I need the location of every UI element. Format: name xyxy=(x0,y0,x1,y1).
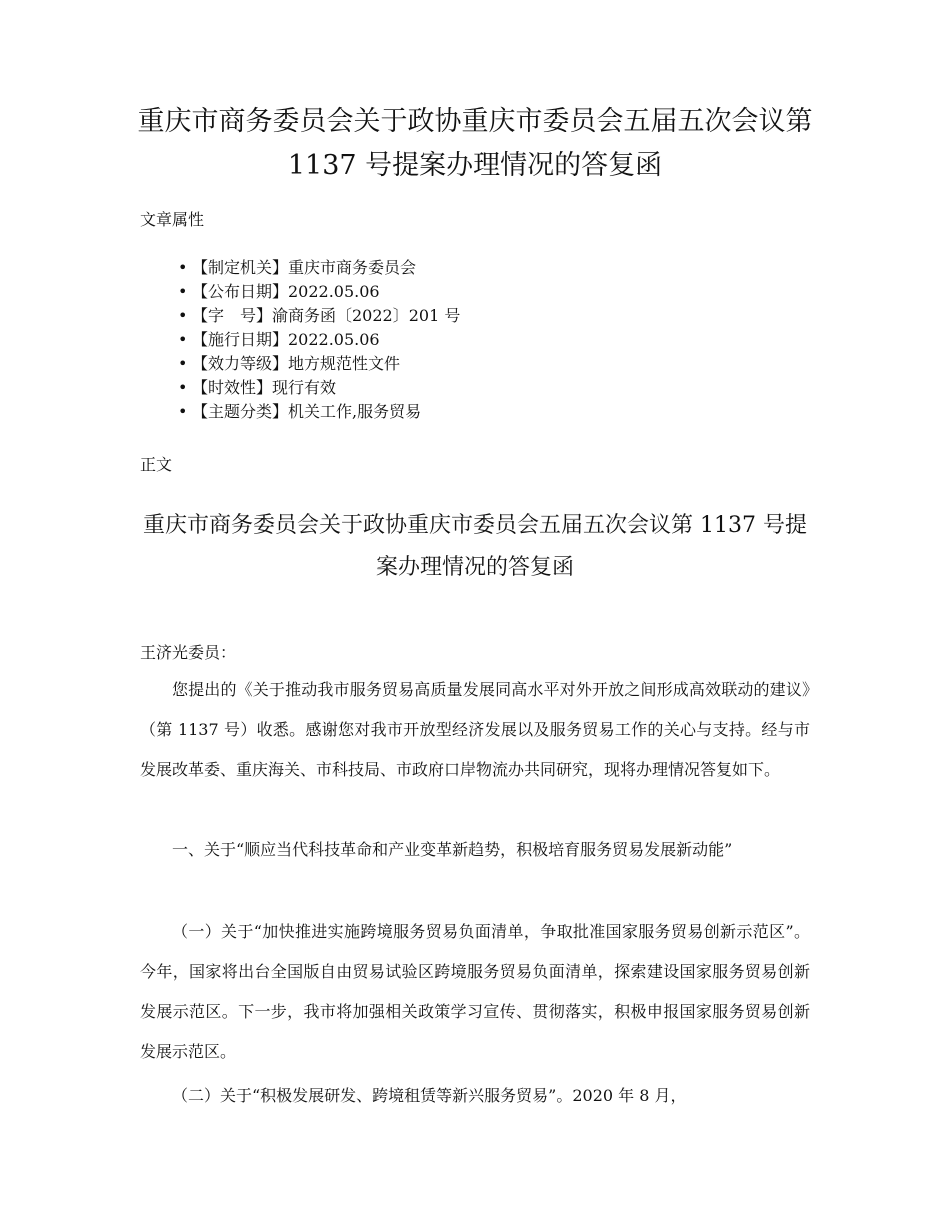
property-issuing-authority: • 【制定机关】重庆市商务委员会 xyxy=(140,256,460,280)
bullet-icon: • xyxy=(178,306,188,325)
bullet-icon: • xyxy=(178,330,188,349)
property-topic: • 【主题分类】机关工作,服务贸易 xyxy=(140,400,460,424)
properties-list xyxy=(140,256,460,424)
bullet-icon: • xyxy=(178,402,188,421)
property-effective-date: • 【施行日期】2022.05.06 xyxy=(140,328,460,352)
salutation: 王济光委员： xyxy=(140,643,237,662)
property-validity: • 【时效性】现行有效 xyxy=(140,376,460,400)
property-legal-level: • 【效力等级】地方规范性文件 xyxy=(140,352,460,376)
properties-label: 文章属性 xyxy=(140,210,205,229)
bullet-icon: • xyxy=(178,258,188,277)
bullet-icon: • xyxy=(178,282,188,301)
paragraph-intro: 您提出的《关于推动我市服务贸易高质量发展同高水平对外开放之间形成高效联动的建议》（第 1137 号）收悉。感谢您对我市开放型经济发展以及服务贸易工作的关心与支持。经与市发展改革委、重庆海关、市科技局、市政府口岸物流办共同研究，现将办理情况答复如下。 xyxy=(140,680,810,779)
bullet-icon: • xyxy=(178,354,188,373)
body-title: 重庆市商务委员会关于政协重庆市委员会五届五次会议第 1137 号提案办理情况的答复函 xyxy=(143,513,807,580)
property-document-number: • 【字 号】渝商务函〔2022〕201 号 xyxy=(140,304,460,328)
paragraph-item-2: （二）关于“积极发展研发、跨境租赁等新兴服务贸易”。2020 年 8 月， xyxy=(172,1086,687,1105)
paragraph-item-1: （一）关于“加快推进实施跨境服务贸易负面清单，争取批准国家服务贸易创新示范区”。今年，国家将出台全国版自由贸易试验区跨境服务贸易负面清单，探索建设国家服务贸易创新发展示范区。下一步，我市将加强相关政策学习宣传、贯彻落实，积极申报国家服务贸易创新发展示范区。 xyxy=(140,922,810,1061)
property-publish-date: • 【公布日期】2022.05.06 xyxy=(140,280,460,304)
paragraph-heading-1: 一、关于“顺应当代科技革命和产业变革新趋势，积极培育服务贸易发展新动能” xyxy=(172,840,733,859)
body-label: 正文 xyxy=(140,455,173,474)
document-title: 重庆市商务委员会关于政协重庆市委员会五届五次会议第 1137 号提案办理情况的答复函 xyxy=(137,106,813,181)
bullet-icon: • xyxy=(178,378,188,397)
